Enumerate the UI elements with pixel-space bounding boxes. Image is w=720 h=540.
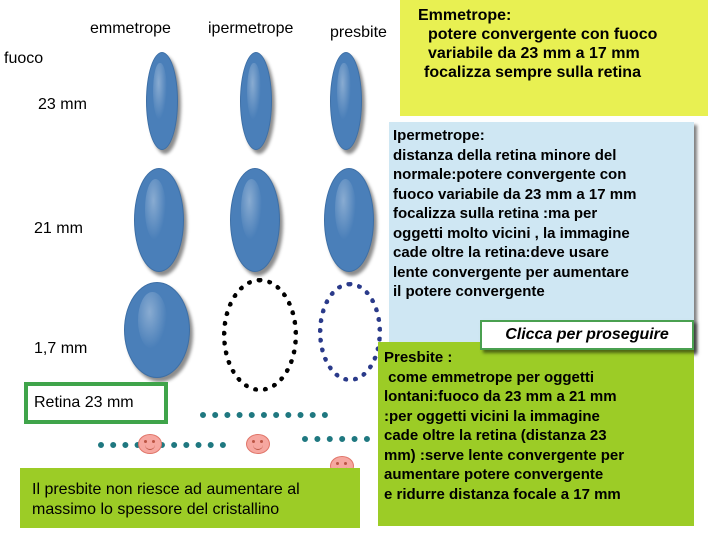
box-line: oggetti molto vicini , la immagine	[393, 224, 630, 242]
box-line: mm) :serve lente convergente per	[384, 446, 625, 464]
box-line: e ridurre distanza focale a 17 mm	[384, 485, 621, 503]
lens-ipermetrope-23mm	[240, 52, 272, 150]
label-21mm: 21 mm	[34, 220, 83, 237]
lens-emmetrope-17mm	[124, 282, 190, 378]
box-line: focalizza sulla retina :ma per	[393, 205, 598, 222]
box-line: fuoco variabile da 23 mm a 17 mm	[393, 185, 637, 203]
box-ipermetrope	[389, 122, 694, 352]
retina-line-emmetrope	[98, 442, 226, 448]
box-line: lente convergente per aumentare	[393, 263, 629, 281]
lens-ipermetrope-17mm-dotted	[222, 278, 298, 392]
box-line: distanza della retina minore del	[393, 146, 617, 164]
header-emmetrope: emmetrope	[84, 18, 177, 40]
smiley-icon	[138, 434, 162, 454]
box-presbite	[378, 342, 694, 526]
box-line: normale:potere convergente con	[393, 166, 627, 183]
box-title: Presbite :	[384, 349, 453, 366]
box-line: :per oggetti vicini la immagine	[384, 407, 600, 425]
box-line: cade oltre la retina:deve usare	[393, 244, 609, 261]
lens-emmetrope-21mm	[134, 168, 184, 272]
lens-presbite-21mm	[324, 168, 374, 272]
lens-presbite-17mm-dotted	[318, 282, 382, 382]
label-23mm: 23 mm	[38, 96, 87, 113]
continue-button[interactable]: Clicca per proseguire	[480, 320, 694, 350]
note-line: massimo lo spessore del cristallino	[32, 501, 280, 518]
lens-ipermetrope-21mm	[230, 168, 280, 272]
box-line: come emmetrope per oggetti	[384, 368, 595, 386]
box-line: il potere convergente	[393, 283, 545, 300]
box-line: lontani:fuoco da 23 mm a 21 mm	[384, 388, 617, 405]
box-line: focalizza sempre sulla retina	[424, 64, 641, 81]
box-title: Emmetrope:	[418, 7, 512, 24]
retina-line-ipermetrope	[200, 412, 328, 418]
label-17mm: 1,7 mm	[34, 340, 88, 357]
lens-presbite-23mm	[330, 52, 362, 150]
retina-line-presbite	[302, 436, 370, 442]
header-presbite: presbite	[326, 24, 391, 42]
box-presbite-note	[20, 468, 360, 528]
smiley-icon	[246, 434, 270, 454]
box-line: aumentare potere convergente	[384, 466, 604, 483]
box-line: potere convergente con fuoco	[428, 26, 658, 43]
box-title: Ipermetrope:	[393, 127, 485, 144]
lens-emmetrope-23mm	[146, 52, 178, 150]
note-line: Il presbite non riesce ad aumentare al	[32, 481, 300, 498]
label-fuoco: fuoco	[4, 50, 44, 67]
box-emmetrope	[400, 0, 708, 116]
box-line: variabile da 23 mm a 17 mm	[428, 45, 640, 62]
box-line: cade oltre la retina (distanza 23	[384, 427, 607, 444]
retina-label-box: Retina 23 mm	[24, 382, 168, 424]
header-ipermetrope: ipermetrope	[202, 18, 299, 40]
